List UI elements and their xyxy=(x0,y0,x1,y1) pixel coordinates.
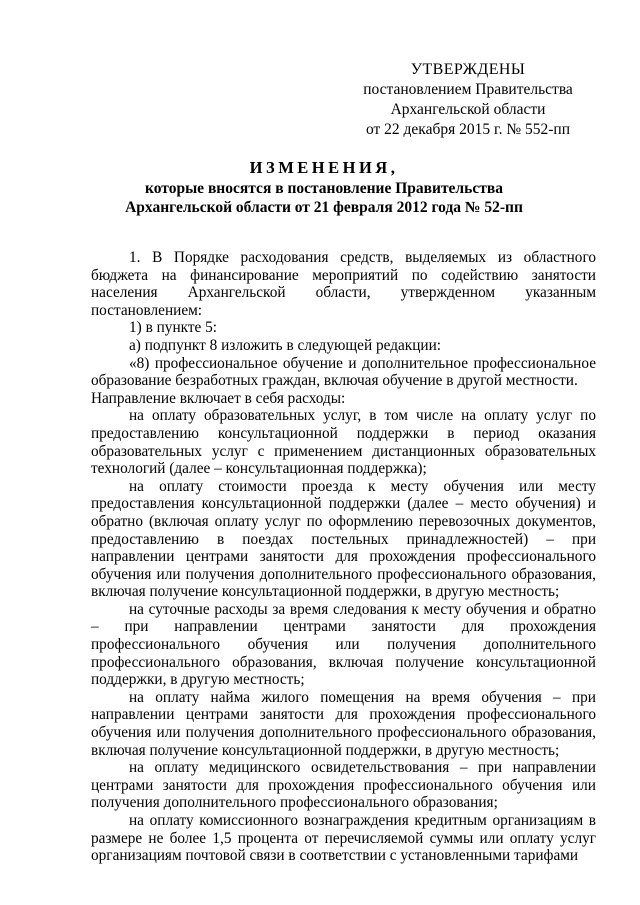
paragraph-4: «8) профессиональное обучение и дополнительное профессиональное образование безработных граждан, включая обучение в другой местности. xyxy=(91,354,596,390)
document-body xyxy=(91,249,596,865)
document-subtitle-line-1: которые вносятся в постановление Правительства xyxy=(145,180,503,197)
paragraph-10: на оплату медицинского освидетельствования – при направлении центрами занятости для прохождения профессионального обучения или получения дополнительного профессионального образования; xyxy=(91,759,596,812)
paragraph-8: на суточные расходы за время следования к месту обучения и обратно – при направлении центрами занятости для прохождения профессионального обучения или получения дополнительного профессионального образования, включая получение консультационной поддержки, в другую местность; xyxy=(91,600,596,689)
paragraph-2: 1) в пункте 5: xyxy=(129,319,218,337)
approval-stamp xyxy=(340,60,596,140)
paragraph-3: а) подпункт 8 изложить в следующей редакции: xyxy=(129,336,442,354)
approval-line-3: от 22 декабря 2015 г. № 552-пп xyxy=(365,121,571,138)
paragraph-9: на оплату найма жилого помещения на время обучения – при направлении центрами занятости для прохождения профессионального обучения или получения дополнительного профессионального образования, включая получение консультационной поддержки, в другую местность; xyxy=(91,688,596,759)
approval-title: УТВЕРЖДЕНЫ xyxy=(410,61,526,78)
document-title: ИЗМЕНЕНИЯ, xyxy=(249,158,399,177)
paragraph-11: на оплату комиссионного вознаграждения кредитным организациям в размере не более 1,5 процента от перечисляемой суммы или оплату услуг организациям почтовой связи в соответствии с установленными тарифами xyxy=(91,812,596,865)
document-subtitle-line-2: Архангельской области от 21 февраля 2012 года № 52-пп xyxy=(125,199,523,216)
paragraph-1: 1. В Порядке расходования средств, выделяемых из областного бюджета на финансирование мероприятий по содействию занятости населения Архангельской области, утвержденном указанным постановлением: xyxy=(91,249,596,319)
approval-line-1: постановлением Правительства xyxy=(363,81,573,98)
paragraph-6: на оплату образовательных услуг, в том числе на оплату услуг по предоставлению консультационной поддержки в период оказания образовательных услуг с применением дистанционных образовательных технологий (далее – консультационная поддержка); xyxy=(91,407,596,478)
paragraph-7: на оплату стоимости проезда к месту обучения или месту предоставления консультационной поддержки (далее – место обучения) и обратно (включая оплату услуг по оформлению перевозочных документов, предоставлению в поездах постельных принадлежностей) – при направлении центрами занятости для прохождения профессионального обучения или получения дополнительного профессионального образования, включая получение консультационной поддержки, в другую местность; xyxy=(91,477,596,601)
document-title-block xyxy=(60,158,588,217)
paragraph-5: Направление включает в себя расходы: xyxy=(91,389,346,407)
approval-line-2: Архангельской области xyxy=(390,101,546,118)
